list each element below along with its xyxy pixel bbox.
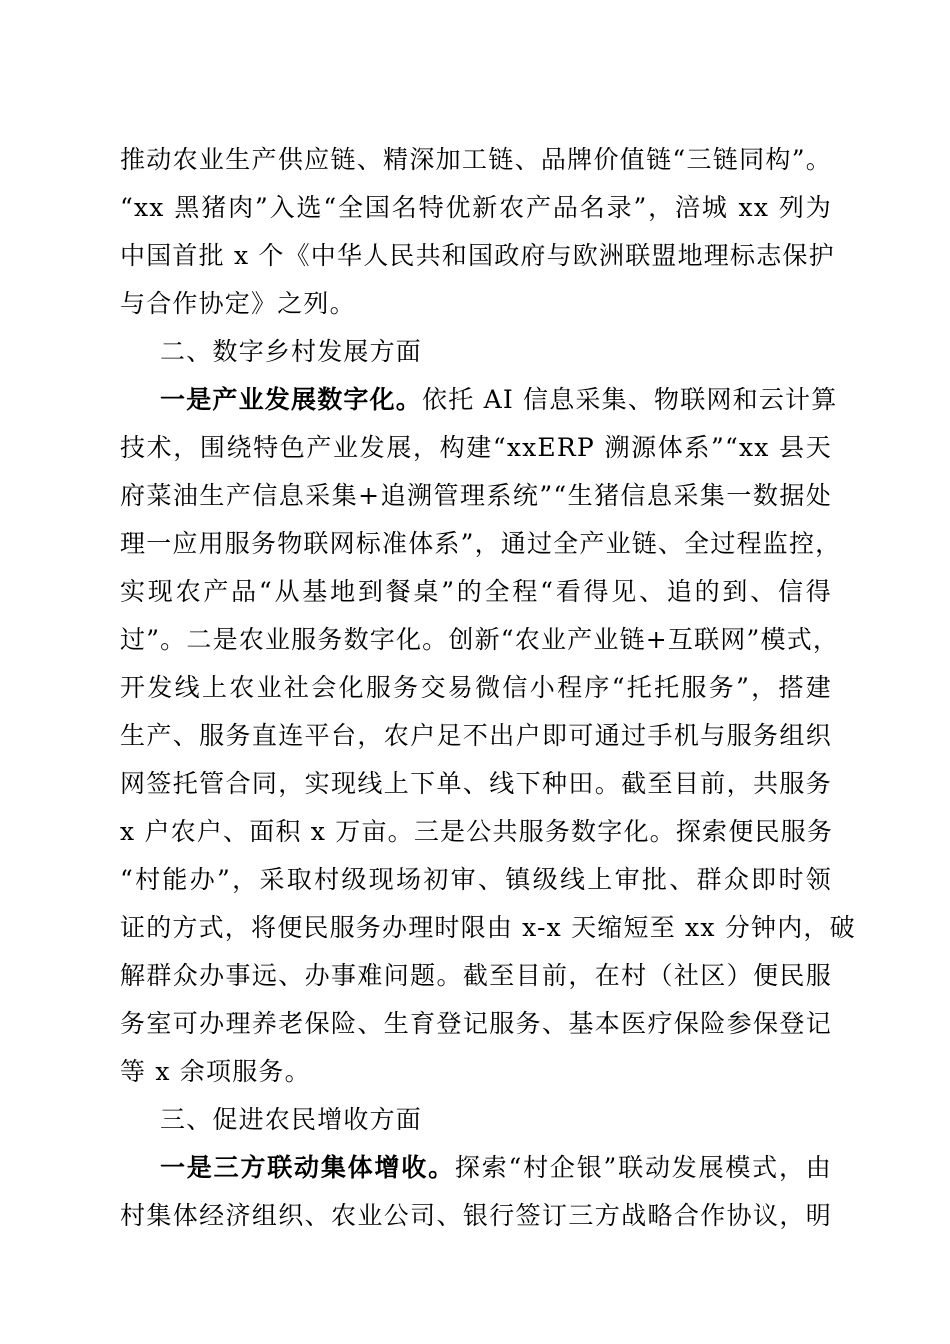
paragraph-line: 村集体经济组织、农业公司、银行签订三方战略合作协议，明 [120,1201,832,1230]
paragraph-line: 技术，围绕特色产业发展，构建“xxERP 溯源体系”“xx 县天 [120,433,832,462]
paragraph-line: 证的方式，将便民服务办理时限由 x-x 天缩短至 xx 分钟内，破 [120,913,856,942]
first-line-rest: 依托 AI 信息采集、物联网和云计算 [422,385,838,414]
paragraph-line: 生产、服务直连平台，农户足不出户即可通过手机与服务组织 [120,721,832,750]
paragraph-line: 推动农业生产供应链、精深加工链、品牌价值链“三链同构”。 [120,145,832,174]
paragraph-line: “xx 黑猪肉”入选“全国名特优新农产品名录”，涪城 xx 列为 [120,193,832,222]
lead-phrase: 一是三方联动集体增收。 [160,1153,455,1182]
paragraph-line: 开发线上农业社会化服务交易微信小程序“托托服务”，搭建 [120,673,832,702]
paragraph-first-line [160,1152,832,1184]
paragraph-line: x 户农户、面积 x 万亩。三是公共服务数字化。探索便民服务 [120,817,834,846]
paragraph-line: 实现农产品“从基地到餐桌”的全程“看得见、追的到、信得 [120,577,832,606]
paragraph-line: 网签托管合同，实现线上下单、线下种田。截至目前，共服务 [120,769,832,798]
paragraph-line: “村能办”，采取村级现场初审、镇级线上审批、群众即时领 [120,865,832,894]
first-line-rest: 探索“村企银”联动发展模式，由 [454,1153,832,1182]
paragraph-line: 解群众办事远、办事难问题。截至目前，在村（社区）便民服 [120,961,832,990]
lead-phrase: 一是产业发展数字化。 [160,385,423,414]
paragraph-line: 府菜油生产信息采集+追溯管理系统”“生猪信息采集一数据处 [120,481,832,510]
paragraph-line: 与合作协定》之列。 [120,289,356,318]
paragraph-line: 等 x 余项服务。 [120,1057,311,1086]
paragraph-line: 理一应用服务物联网标准体系”，通过全产业链、全过程监控， [120,529,842,558]
section-heading-farmer-income: 三、促进农民增收方面 [160,1105,423,1134]
paragraph-first-line [160,384,838,416]
section-heading-digital-village: 二、数字乡村发展方面 [160,337,423,366]
paragraph-line: 过”。二是农业服务数字化。创新“农业产业链+互联网”模式， [120,625,840,654]
paragraph-line: 务室可办理养老保险、生育登记服务、基本医疗保险参保登记 [120,1009,832,1038]
paragraph-line: 中国首批 x 个《中华人民共和国政府与欧洲联盟地理标志保护 [120,241,835,270]
